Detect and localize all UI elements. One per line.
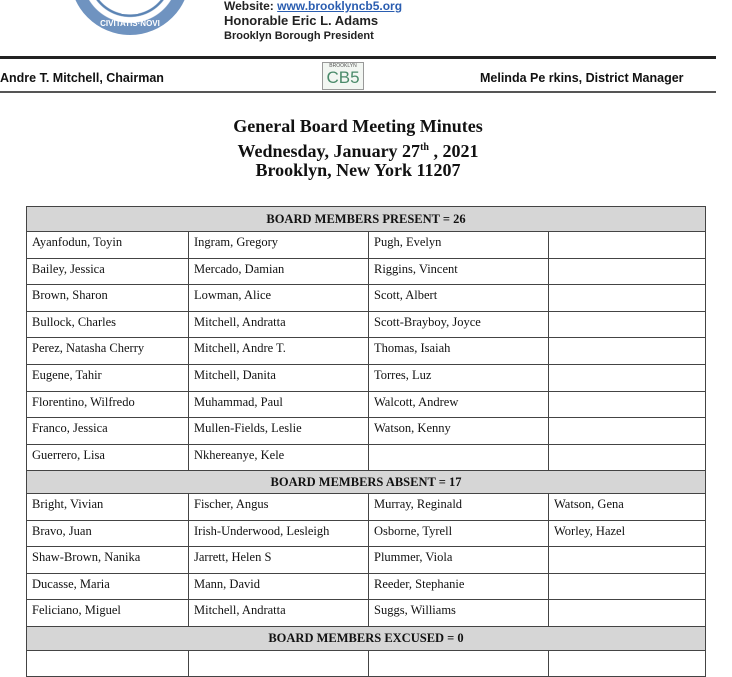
- member-name-cell: Mann, David: [189, 573, 369, 600]
- table-row: [27, 494, 706, 521]
- date-suffix: th: [420, 142, 429, 153]
- website-label: Website:: [224, 0, 274, 13]
- logo-main: CB5: [326, 68, 360, 87]
- member-name-cell: [549, 232, 706, 259]
- meeting-location: Brooklyn, New York 11207: [255, 160, 461, 180]
- honorable-name: Honorable Eric L. Adams: [224, 13, 379, 28]
- member-name-cell: [189, 650, 369, 676]
- member-name-cell: Plummer, Viola: [369, 547, 549, 574]
- member-name-cell: Jarrett, Helen S: [189, 547, 369, 574]
- member-name-cell: [27, 650, 189, 676]
- member-name-cell: Watson, Kenny: [369, 418, 549, 445]
- member-name-cell: Reeder, Stephanie: [369, 573, 549, 600]
- member-name-cell: Perez, Natasha Cherry: [27, 338, 189, 365]
- member-name-cell: Riggins, Vincent: [369, 258, 549, 285]
- member-name-cell: Pugh, Evelyn: [369, 232, 549, 259]
- member-name-cell: Bravo, Juan: [27, 520, 189, 547]
- member-name-cell: [549, 285, 706, 312]
- table-row: [27, 285, 706, 312]
- date-text: Wednesday, January 27: [237, 141, 421, 161]
- section-header-row: [27, 626, 706, 650]
- member-name-cell: Guerrero, Lisa: [27, 444, 189, 471]
- section-heading: BOARD MEMBERS EXCUSED = 0: [27, 626, 706, 650]
- member-name-cell: Bullock, Charles: [27, 311, 189, 338]
- member-name-cell: [369, 444, 549, 471]
- member-name-cell: Murray, Reginald: [369, 494, 549, 521]
- logo-top: BROOKLYN: [329, 63, 357, 69]
- member-name-cell: Torres, Luz: [369, 364, 549, 391]
- member-name-cell: Walcott, Andrew: [369, 391, 549, 418]
- seal-motto: CIVITATIS·NOVI: [100, 19, 160, 28]
- member-name-cell: Mitchell, Andratta: [189, 311, 369, 338]
- table-row: [27, 520, 706, 547]
- divider: [0, 56, 716, 59]
- table-row: [27, 391, 706, 418]
- borough-president-title: Brooklyn Borough President: [224, 30, 374, 42]
- member-name-cell: Mullen-Fields, Leslie: [189, 418, 369, 445]
- member-name-cell: [549, 547, 706, 574]
- member-name-cell: [549, 650, 706, 676]
- member-name-cell: Ayanfodun, Toyin: [27, 232, 189, 259]
- seal-year: ·1625·: [118, 7, 142, 16]
- member-name-cell: [369, 650, 549, 676]
- table-row: [27, 547, 706, 574]
- member-name-cell: Bright, Vivian: [27, 494, 189, 521]
- table-row: [27, 311, 706, 338]
- table-row: [27, 258, 706, 285]
- member-name-cell: Thomas, Isaiah: [369, 338, 549, 365]
- member-name-cell: Mercado, Damian: [189, 258, 369, 285]
- table-row: [27, 418, 706, 445]
- member-name-cell: [549, 444, 706, 471]
- table-row: [27, 338, 706, 365]
- member-name-cell: [549, 258, 706, 285]
- member-name-cell: Nkhereanye, Kele: [189, 444, 369, 471]
- member-name-cell: Bailey, Jessica: [27, 258, 189, 285]
- member-name-cell: [549, 600, 706, 627]
- section-header-row: [27, 207, 706, 232]
- chairman: Andre T. Mitchell, Chairman: [0, 71, 164, 85]
- member-name-cell: Irish-Underwood, Lesleigh: [189, 520, 369, 547]
- member-name-cell: [549, 573, 706, 600]
- member-name-cell: Brown, Sharon: [27, 285, 189, 312]
- website-line: [224, 0, 402, 13]
- member-name-cell: [549, 364, 706, 391]
- member-name-cell: [549, 338, 706, 365]
- member-name-cell: [549, 391, 706, 418]
- member-name-cell: Muhammad, Paul: [189, 391, 369, 418]
- divider: [0, 91, 716, 93]
- member-name-cell: Watson, Gena: [549, 494, 706, 521]
- attendance-table: [26, 206, 706, 677]
- member-name-cell: Ducasse, Maria: [27, 573, 189, 600]
- member-name-cell: Scott, Albert: [369, 285, 549, 312]
- website-link[interactable]: www.brooklyncb5.org: [277, 0, 403, 13]
- member-name-cell: [549, 311, 706, 338]
- member-name-cell: Lowman, Alice: [189, 285, 369, 312]
- doc-title: General Board Meeting Minutes: [233, 116, 483, 136]
- member-name-cell: Fischer, Angus: [189, 494, 369, 521]
- member-name-cell: Mitchell, Danita: [189, 364, 369, 391]
- cb5-logo: [322, 62, 364, 90]
- member-name-cell: [549, 418, 706, 445]
- section-heading: BOARD MEMBERS ABSENT = 17: [27, 471, 706, 494]
- date-year: , 2021: [428, 141, 479, 161]
- member-name-cell: Mitchell, Andratta: [189, 600, 369, 627]
- table-row: [27, 232, 706, 259]
- member-name-cell: Mitchell, Andre T.: [189, 338, 369, 365]
- member-name-cell: Franco, Jessica: [27, 418, 189, 445]
- member-name-cell: Florentino, Wilfredo: [27, 391, 189, 418]
- section-header-row: [27, 471, 706, 494]
- member-name-cell: Suggs, Williams: [369, 600, 549, 627]
- member-name-cell: Feliciano, Miguel: [27, 600, 189, 627]
- district-manager: Melinda Pe rkins, District Manager: [480, 71, 684, 85]
- member-name-cell: Worley, Hazel: [549, 520, 706, 547]
- table-row: [27, 573, 706, 600]
- member-name-cell: Osborne, Tyrell: [369, 520, 549, 547]
- member-name-cell: Shaw-Brown, Nanika: [27, 547, 189, 574]
- member-name-cell: Eugene, Tahir: [27, 364, 189, 391]
- table-row: [27, 600, 706, 627]
- table-row: [27, 444, 706, 471]
- member-name-cell: Scott-Brayboy, Joyce: [369, 311, 549, 338]
- member-name-cell: Ingram, Gregory: [189, 232, 369, 259]
- borough-seal: [70, 0, 190, 35]
- table-row: [27, 364, 706, 391]
- section-heading: BOARD MEMBERS PRESENT = 26: [27, 207, 706, 232]
- table-row: [27, 650, 706, 676]
